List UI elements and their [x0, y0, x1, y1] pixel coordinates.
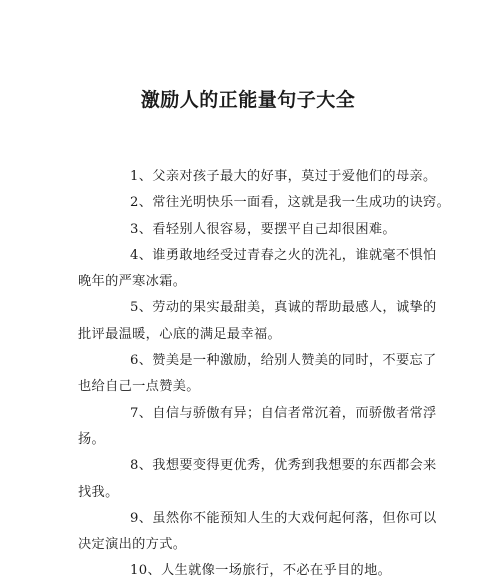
- paragraph-line: 3、看轻别人很容易，要摆平自己却很困难。: [130, 221, 396, 237]
- list-item: [78, 243, 437, 296]
- paragraph-line: 9、虽然你不能预知人生的大戏何起何落，但你可以: [130, 510, 437, 526]
- paragraph-continuation: 也给自己一点赞美。: [78, 379, 200, 395]
- list-item: [78, 453, 437, 506]
- list-item: [104, 190, 451, 216]
- paragraph-line: 10、人生就像一场旅行，不必在乎目的地。: [130, 563, 392, 579]
- list-item: [104, 558, 422, 584]
- page-title: 激励人的正能量句子大全: [140, 89, 356, 111]
- paragraph-line: 1、父亲对孩子最大的好事，莫过于爱他们的母亲。: [130, 169, 437, 184]
- paragraph-line: 6、赞美是一种激励，给别人赞美的同时，不要忘了: [130, 353, 437, 369]
- list-item: [104, 164, 437, 190]
- list-item: [104, 217, 422, 243]
- paragraph-continuation: 扬。: [78, 431, 106, 447]
- paragraph-line: 4、谁勇敢地经受过青春之火的洗礼，谁就毫不惧怕: [130, 247, 437, 263]
- paragraph-line: 7、自信与骄傲有异；自信者常沉着，而骄傲者常浮: [130, 405, 437, 421]
- paragraph-list: [78, 164, 451, 585]
- paragraph-continuation: 晚年的严寒冰霜。: [78, 274, 187, 290]
- paragraph-continuation: 决定演出的方式。: [78, 537, 187, 553]
- list-item: [78, 295, 437, 348]
- list-item: [78, 506, 437, 559]
- paragraph-line: 5、劳动的果实最甜美，真诚的帮助最感人，诚挚的: [130, 300, 437, 316]
- paragraph-line: 2、常往光明快乐一面看，这就是我一生成功的诀窍。: [130, 195, 451, 211]
- paragraph-line: 8、我想要变得更优秀，优秀到我想要的东西都会来: [130, 458, 437, 474]
- list-item: [78, 348, 437, 401]
- list-item: [78, 401, 437, 454]
- paragraph-continuation: 批评最温暖，心底的满足最幸福。: [78, 326, 282, 342]
- paragraph-continuation: 找我。: [78, 484, 119, 500]
